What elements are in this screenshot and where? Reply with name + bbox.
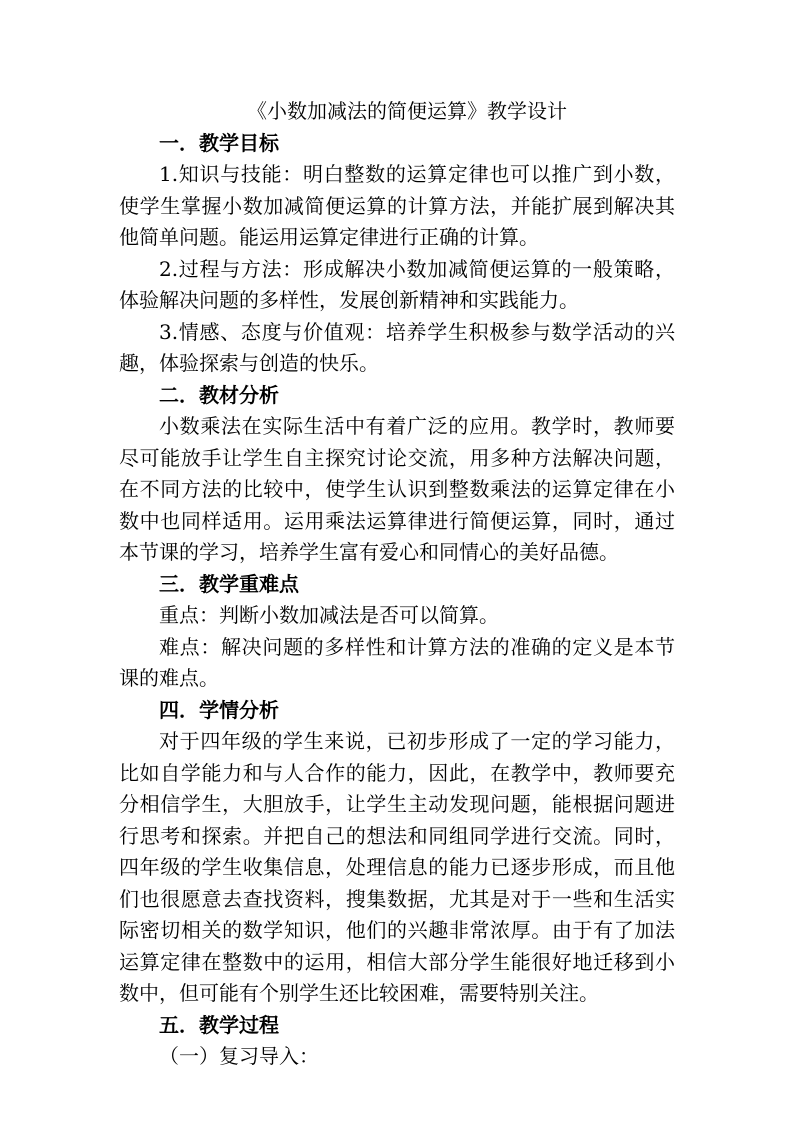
subheading-review-introduction: （一）复习导入：	[159, 1044, 319, 1068]
section-heading-key-points: 三．教学重难点	[159, 571, 299, 596]
paragraph-objective-knowledge: 1.知识与技能：明白整数的运算定律也可以推广到小数，使学生掌握小数加减简便运算的计算方法，并能扩展到解决其他简单问题。能运用运算定律进行正确的计算。	[119, 162, 675, 249]
document-title: 《小数加减法的简便运算》教学设计	[247, 99, 567, 123]
paragraph-material-analysis: 小数乘法在实际生活中有着广泛的应用。教学时，教师要尽可能放手让学生自主探究讨论交流，用多种方法解决问题，在不同方法的比较中，使学生认识到整数乘法的运算定律在小数中也同样适用。运用乘法运算律进行简便运算，同时，通过本节课的学习，培养学生富有爱心和同情心的美好品德。	[119, 414, 675, 564]
paragraph-key-point: 重点：判断小数加减法是否可以简算。	[159, 603, 499, 627]
paragraph-objective-process: 2.过程与方法：形成解决小数加减简便运算的一般策略，体验解决问题的多样性，发展创新精神和实践能力。	[119, 256, 675, 312]
paragraph-student-analysis: 对于四年级的学生来说，已初步形成了一定的学习能力，比如自学能力和与人合作的能力，因此，在教学中，教师要充分相信学生，大胆放手，让学生主动发现问题，能根据问题进行思考和探索。并把自己的想法和同组同学进行交流。同时，四年级的学生收集信息，处理信息的能力已逐步形成，而且他们也很愿意去查找资料，搜集数据，尤其是对于一些和生活实际密切相关的数学知识，他们的兴趣非常浓厚。由于有了加法运算定律在整数中的运用，相信大部分学生能很好地迁移到小数中，但可能有个别学生还比较困难，需要特别关注。	[119, 729, 675, 1005]
section-heading-student-analysis: 四．学情分析	[159, 697, 279, 722]
paragraph-difficult-point: 难点：解决问题的多样性和计算方法的准确的定义是本节课的难点。	[119, 634, 675, 690]
section-heading-objectives: 一．教学目标	[159, 130, 279, 155]
paragraph-objective-attitude: 3.情感、态度与价值观：培养学生积极参与数学活动的兴趣，体验探索与创造的快乐。	[119, 319, 675, 375]
section-heading-material-analysis: 二．教材分析	[159, 382, 279, 407]
section-heading-teaching-process: 五．教学过程	[159, 1012, 279, 1037]
document-page	[119, 96, 675, 1073]
